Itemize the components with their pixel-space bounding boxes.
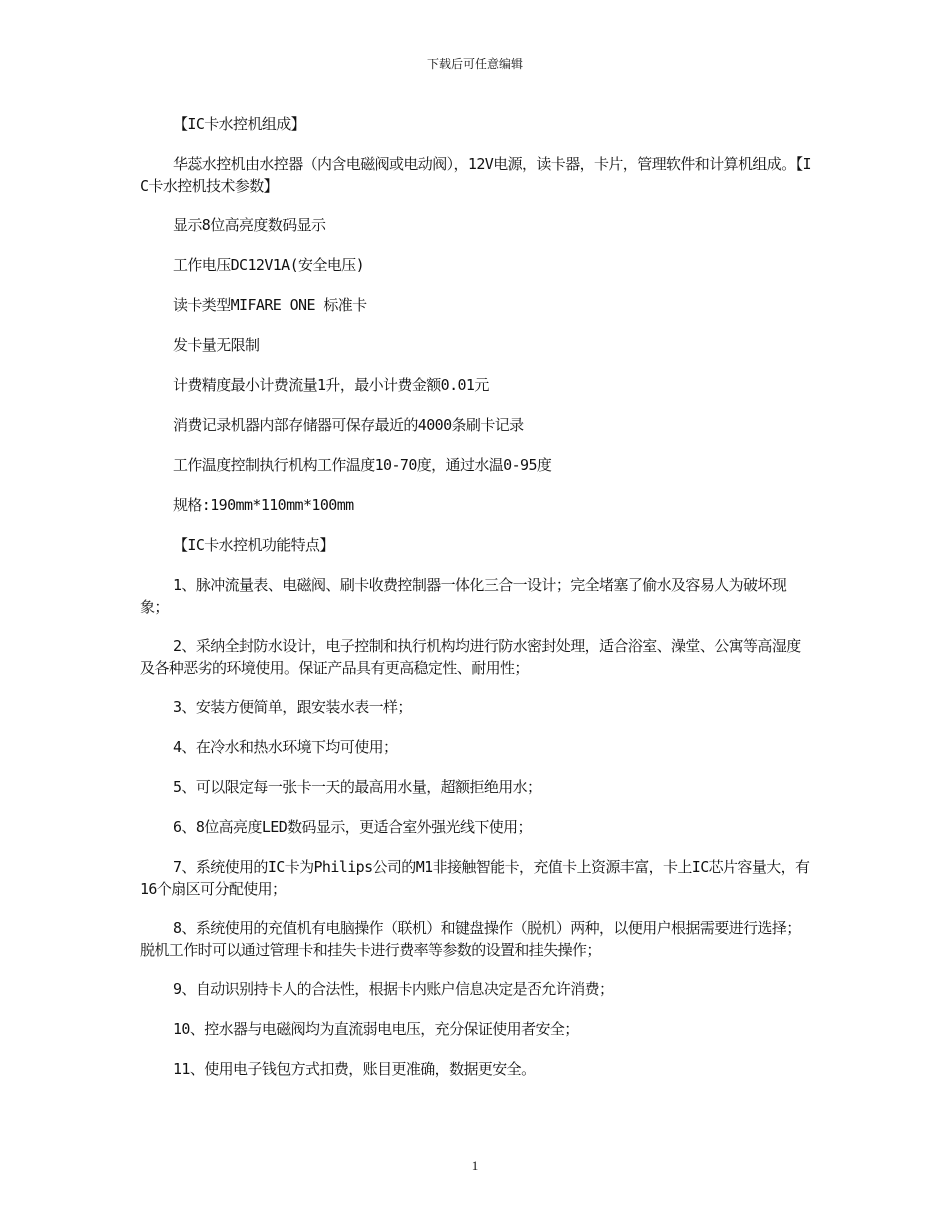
feature-item-10: 10、控水器与电磁阀均为直流弱电电压，充分保证使用者安全； [173,1020,579,1038]
page-header: 下载后可任意编辑 [426,57,523,71]
spec-temperature: 工作温度控制执行机构工作温度10-70度，通过水温0-95度 [173,456,552,474]
feature-item-5: 5、可以限定每一张卡一天的最高用水量，超额拒绝用水； [173,778,542,796]
feature-item-11: 11、使用电子钱包方式扣费，账目更准确，数据更安全。 [173,1060,536,1078]
feature-item-9: 9、自动识别持卡人的合法性，根据卡内账户信息决定是否允许消费； [173,980,614,998]
document-body [140,113,812,1098]
feature-item-7: 7、系统使用的IC卡为Philips公司的M1非接触智能卡，充值卡上资源丰富，卡上IC芯片容量大，有16个扇区可分配使用； [140,858,810,898]
feature-item-2: 2、采纳全封防水设计，电子控制和执行机构均进行防水密封处理，适合浴室、澡堂、公寓等高湿度及各种恶劣的环境使用。保证产品具有更高稳定性、耐用性； [140,637,801,677]
feature-item-8: 8、系统使用的充值机有电脑操作（联机）和键盘操作（脱机）两种，以便用户根据需要进行选择；脱机工作时可以通过管理卡和挂失卡进行费率等参数的设置和挂失操作； [140,919,801,959]
section-heading-features: 【IC卡水控机功能特点】 [173,536,334,554]
paragraph-composition: 华蕊水控机由水控器（内含电磁阀或电动阀），12V电源，读卡器，卡片，管理软件和计算机组成。【IC卡水控机技术参数】 [140,155,811,195]
feature-item-4: 4、在冷水和热水环境下均可使用； [173,738,398,756]
spec-voltage: 工作电压DC12V1A(安全电压) [173,256,365,274]
spec-records: 消费记录机器内部存储器可保存最近的4000条刷卡记录 [173,416,524,434]
spec-card-type: 读卡类型MIFARE ONE 标准卡 [173,296,367,314]
spec-display: 显示8位高亮度数码显示 [173,216,326,234]
spec-billing-precision: 计费精度最小计费流量1升，最小计费金额0.01元 [173,376,489,394]
page-number: 1 [471,1158,479,1173]
spec-card-quantity: 发卡量无限制 [173,336,260,354]
feature-item-3: 3、安装方便简单，跟安装水表一样； [173,698,412,716]
feature-item-6: 6、8位高亮度LED数码显示，更适合室外强光线下使用； [173,818,532,836]
section-heading-composition: 【IC卡水控机组成】 [173,115,306,133]
feature-item-1: 1、脉冲流量表、电磁阀、刷卡收费控制器一体化三合一设计；完全堵塞了偷水及容易人为破坏现象； [140,576,787,616]
spec-dimensions: 规格:190mm*110mm*100mm [173,496,354,514]
